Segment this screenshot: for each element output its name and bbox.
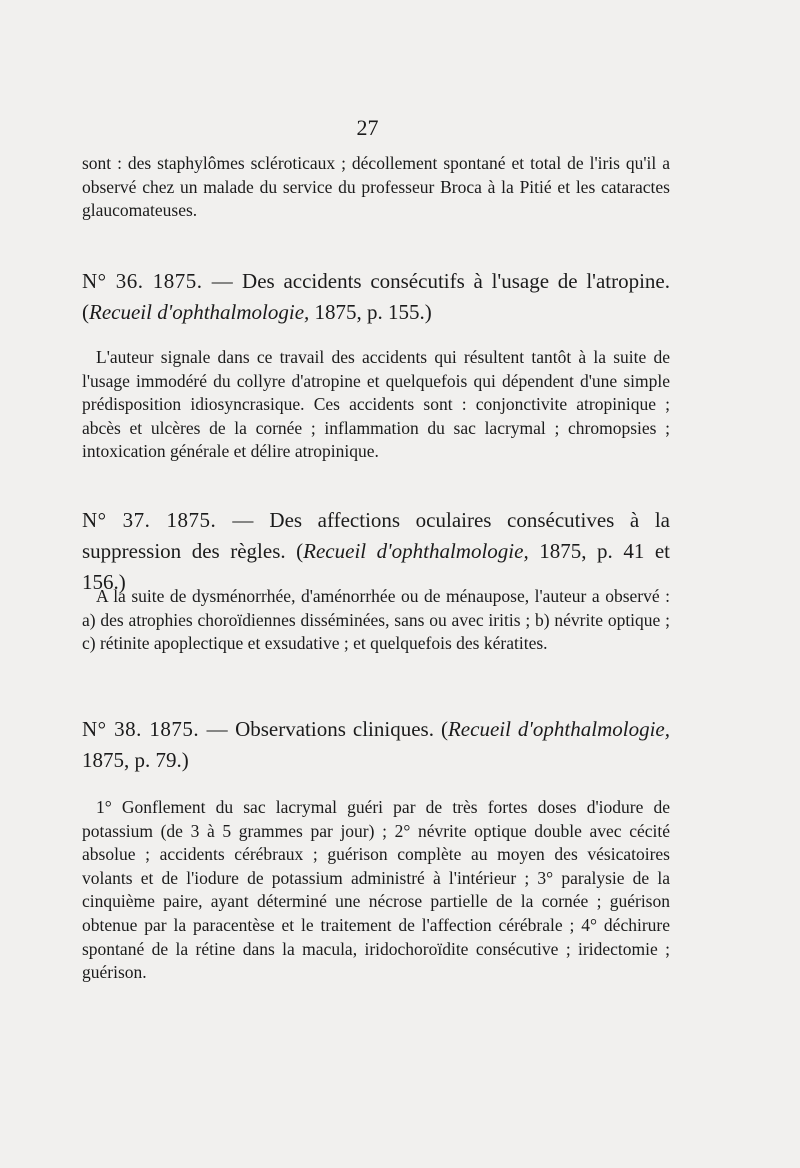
entry-number: N° 38. 1875. — [82, 717, 229, 741]
entry-ref-rest: 1875, p. 79.) [82, 748, 189, 772]
entry-ref-open: ( [440, 717, 448, 741]
entry-title: Observations cliniques. [235, 717, 434, 741]
entry-journal: Recueil d'ophthalmologie, [303, 539, 529, 563]
entry-ref-open: ( [296, 539, 304, 563]
intro-paragraph: sont : des staphylômes scléroticaux ; décollement spontané et total de l'iris qu'il a observé chez un malade du service du professeur Broca à la Pitié et les cataractes glaucomateuses. [82, 153, 670, 221]
entry-36-body: L'auteur signale dans ce travail des accidents qui résultent tantôt à la suite de l'usage immodéré du collyre d'atropine et quelquefois qui dépendent d'une simple prédisposition idiosyncrasique. Ces accidents sont : conjonctivite atropinique ; abcès et ulcères de la cornée ; inflammation du sac lacrymal ; chromopsies ; intoxication générale et délire atropinique. [82, 347, 670, 462]
entry-ref-rest: 1875, p. 155.) [314, 300, 432, 324]
entry-number: N° 36. 1875. — [82, 269, 234, 293]
entry-36-heading [82, 266, 670, 328]
entry-number: N° 37. 1875. — [82, 508, 254, 532]
entry-title: Des affections oculaires consécutives à la suppression des règles. [82, 508, 670, 563]
entry-title: Des accidents consécutifs à l'usage de l'atropine. [242, 269, 670, 293]
entry-37-body: A la suite de dysménorrhée, d'aménorrhée ou de ménaupose, l'auteur a observé : a) des atrophies choroïdiennes disséminées, sans ou avec iritis ; b) névrite optique ; c) rétinite apoplectique et exsudative ; et quelquefois des kératites. [82, 586, 670, 654]
entry-38-heading [82, 714, 670, 776]
page-number: 27 [356, 115, 379, 140]
entry-ref-rest: 1875, p. 41 et 156.) [82, 539, 670, 594]
entry-ref-open: ( [82, 300, 89, 324]
entry-38-body: 1° Gonflement du sac lacrymal guéri par de très fortes doses d'iodure de potassium (de 3 à 5 grammes par jour) ; 2° névrite optique double avec cécité absolue ; accidents cérébraux ; guérison complète au moyen des vésicatoires volants et de l'iodure de potassium administré à l'intérieur ; 3° paralysie de la cinquième paire, ayant déterminé une nécrose partielle de la cornée ; guérison obtenue par la paracentèse et le traitement de l'affection cérébrale ; 4° déchirure spontané de la rétine dans la macula, iridochoroïdite consécutive ; iridectomie ; guérison. [82, 797, 670, 983]
entry-journal: Recueil d'ophthalmologie, [447, 717, 670, 741]
entry-journal: Recueil d'ophthalmologie, [89, 300, 310, 324]
